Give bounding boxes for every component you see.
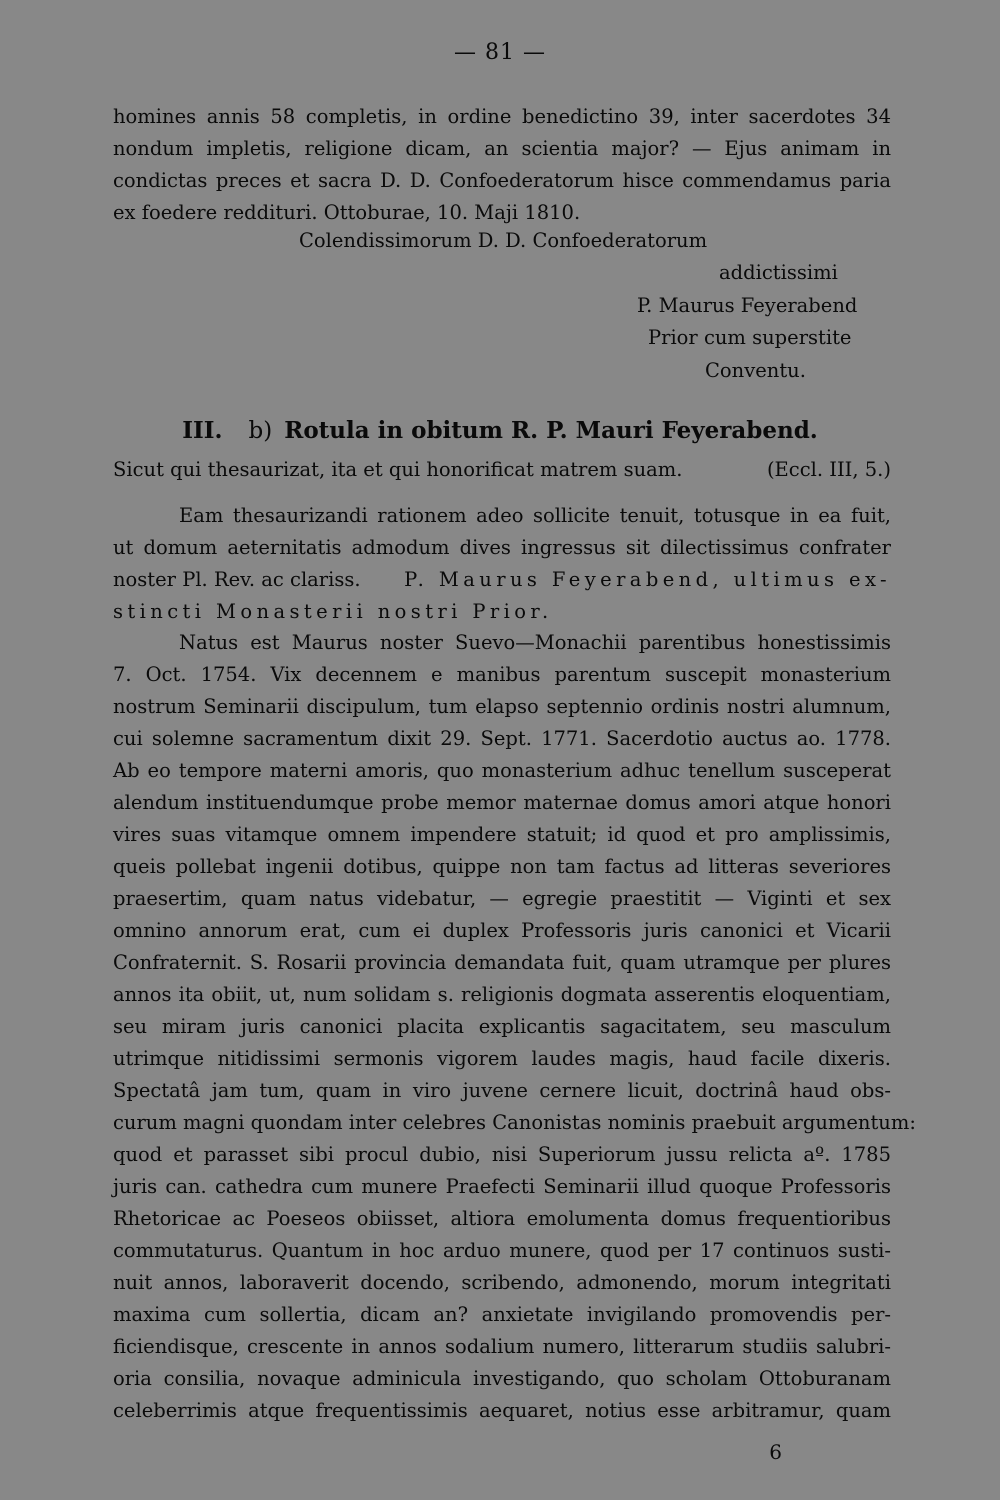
text-line: juris can. cathedra cum munere Praefecti Seminarii illud quoque Professoris xyxy=(113,1175,891,1198)
text-line: ut domum aeternitatis admodum dives ingressus sit dilectissimus confrater xyxy=(113,536,891,559)
closing-salutation: Colendissimorum D. D. Confoederatorum xyxy=(299,229,708,252)
text-line: Natus est Maurus noster Suevo—Monachii parentibus honestissimis xyxy=(179,631,891,654)
text-line: stincti Monasterii nostri Prior. xyxy=(113,600,553,623)
text-line: Spectatâ jam tum, quam in viro juvene cernere licuit, doctrinâ haud obs- xyxy=(113,1079,891,1102)
text-line: seu miram juris canonici placita explicantis sagacitatem, seu masculum xyxy=(113,1015,891,1038)
motto xyxy=(113,454,891,486)
text-line: 7. Oct. 1754. Vix decennem e manibus parentum suscepit monasterium xyxy=(113,663,891,686)
text-line: curum magni quondam inter celebres Canonistas nominis praebuit argumentum: xyxy=(113,1111,916,1134)
text-line: cui solemne sacramentum dixit 29. Sept. 1771. Sacerdotio auctus ao. 1778. xyxy=(113,727,891,750)
text-line: maxima cum sollertia, dicam an? anxietate invigilando promovendis per- xyxy=(113,1303,891,1326)
text-line: alendum instituendumque probe memor maternae domus amori atque honori xyxy=(113,791,891,814)
section-number: III. xyxy=(182,417,223,444)
text-line: Ab eo tempore materni amoris, quo monasterium adhuc tenellum susceperat xyxy=(113,759,891,782)
text-line: Rhetoricae ac Poeseos obiisset, altiora emolumenta domus frequentioribus xyxy=(113,1207,891,1230)
text-line: utrimque nitidissimi sermonis vigorem laudes magis, haud facile dixeris. xyxy=(113,1047,891,1070)
motto-reference: (Eccl. III, 5.) xyxy=(766,458,891,481)
letter-body xyxy=(113,101,891,229)
text-line: nuit annos, laboraverit docendo, scribendo, admonendo, morum integritati xyxy=(113,1271,891,1294)
signature-mark: 6 xyxy=(769,1440,782,1464)
section-sub: b) xyxy=(248,418,273,444)
text-line: ex foedere reddituri. Ottoburae, 10. Maji 1810. xyxy=(113,201,581,224)
page-number: — 81 — xyxy=(454,40,546,65)
text-line: noster Pl. Rev. ac clariss. P. Maurus Feyerabend, ultimus ex- xyxy=(113,568,891,591)
section-heading xyxy=(0,417,1000,444)
text-line: vires suas vitamque omnem impendere statuit; id quod et pro amplissimis, xyxy=(113,823,891,846)
text-line: omnino annorum erat, cum ei duplex Professoris juris canonici et Vicarii xyxy=(113,919,891,942)
text-line: Eam thesaurizandi rationem adeo sollicite tenuit, totusque in ea fuit, xyxy=(179,504,891,527)
closing-title: Prior cum superstite xyxy=(648,326,852,349)
text-line: Confraternit. S. Rosarii provincia demandata fuit, quam utramque per plures xyxy=(113,951,891,974)
text-line: commutaturus. Quantum in hoc arduo munere, quod per 17 continuos susti- xyxy=(113,1239,891,1262)
text-line: quod et parasset sibi procul dubio, nisi Superiorum jussu relicta aº. 1785 xyxy=(113,1143,891,1166)
paragraph-1 xyxy=(113,500,891,628)
text-line: ficiendisque, crescente in annos sodalium numero, litterarum studiis salubri- xyxy=(113,1335,891,1358)
text-line: nostrum Seminarii discipulum, tum elapso septennio ordinis nostri alumnum, xyxy=(113,695,891,718)
text-line: oria consilia, novaque adminicula investigando, quo scholam Ottoburanam xyxy=(113,1367,891,1390)
text-line: praesertim, quam natus videbatur, — egregie praestitit — Viginti et sex xyxy=(113,887,891,910)
section-title: Rotula in obitum R. P. Mauri Feyerabend. xyxy=(284,417,818,444)
paragraph-2 xyxy=(113,627,916,1427)
closing-conventu: Conventu. xyxy=(705,359,806,382)
text-line: queis pollebat ingenii dotibus, quippe non tam factus ad litteras severiores xyxy=(113,855,891,878)
text-line: celeberrimis atque frequentissimis aequaret, notius esse arbitramur, quam xyxy=(113,1399,891,1422)
closing-signatory: P. Maurus Feyerabend xyxy=(637,294,858,317)
text-line: nondum impletis, religione dicam, an scientia major? — Ejus animam in xyxy=(113,137,891,160)
closing-addictissimi: addictissimi xyxy=(719,261,838,284)
text-line: condictas preces et sacra D. D. Confoederatorum hisce commendamus paria xyxy=(113,169,891,192)
text-line: annos ita obiit, ut, num solidam s. religionis dogmata asserentis eloquentiam, xyxy=(113,983,891,1006)
text-line: homines annis 58 completis, in ordine benedictino 39, inter sacerdotes 34 xyxy=(113,105,891,128)
motto-text: Sicut qui thesaurizat, ita et qui honorificat matrem suam. xyxy=(113,458,683,481)
